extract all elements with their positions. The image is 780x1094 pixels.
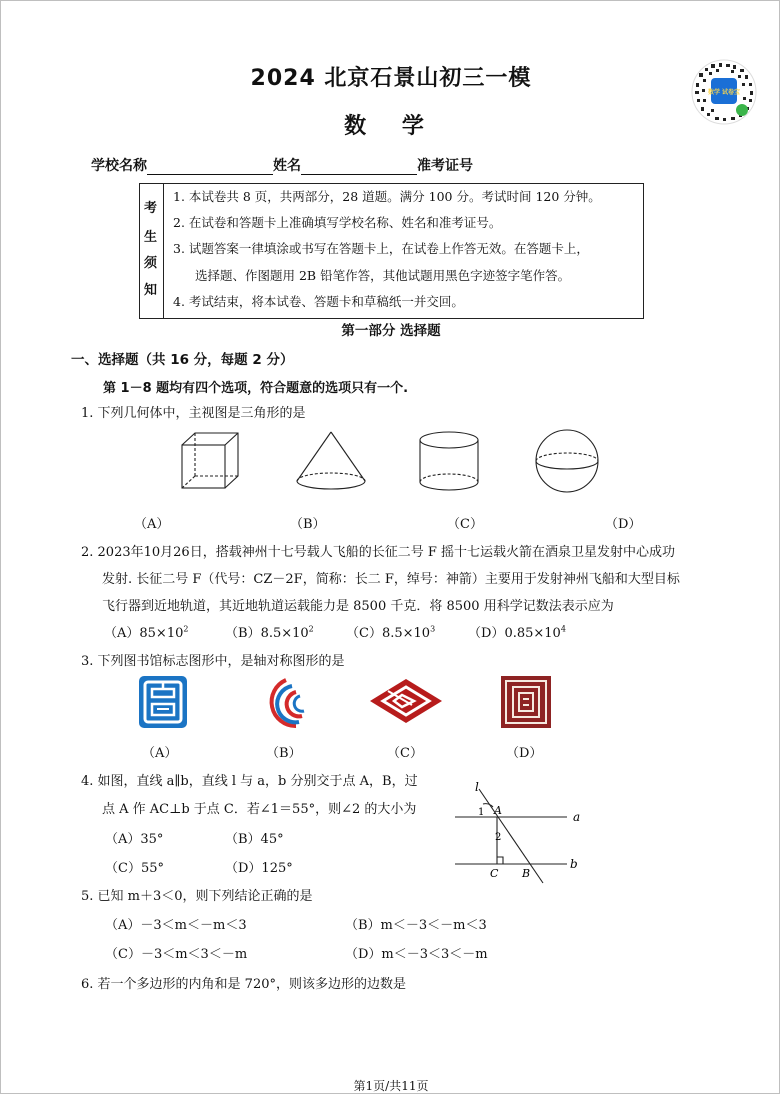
notice-item-2: 2. 在试卷和答题卡上准确填写学校名称、姓名和准考证号。 (173, 215, 502, 230)
q5-option-c[interactable]: （C）－3＜m＜3＜－m (105, 947, 248, 962)
notice-item-1: 1. 本试卷共 8 页，共两部分，28 道题。满分 100 分。考试时间 120 分钟。 (173, 189, 601, 204)
question-2-line1: 2. 2023年10月26日，搭载神州十七号载人飞船的长征二号 F 摇十七运载火箭在酒泉卫星发射中心成功 (81, 545, 675, 560)
sphere-figure (536, 430, 598, 492)
section-title: 一、选择题（共 16 分，每题 2 分） (71, 352, 294, 368)
name-label: 姓名 (273, 158, 301, 174)
question-4-line1: 4. 如图，直线 a∥b，直线 l 与 a，b 分别交于点 A，B，过 (81, 774, 418, 789)
q1-option-c[interactable]: （C） (447, 517, 483, 532)
q4-figure (449, 779, 589, 885)
qr-label: 数学 试卷宝 (707, 89, 741, 96)
exam-title: 2024 北京石景山初三一模 (250, 66, 532, 91)
question-5-stem: 5. 已知 m＋3＜0，则下列结论正确的是 (81, 889, 313, 904)
page-footer: 第1页/共11页 (353, 1079, 429, 1093)
q4-option-c[interactable]: （C）55° (105, 861, 164, 876)
question-1-stem: 1. 下列几何体中，主视图是三角形的是 (81, 406, 306, 421)
svg-text:a: a (573, 810, 581, 824)
library-logo-b (272, 680, 304, 726)
q5-option-d[interactable]: （D）m＜－3＜3＜－m (345, 947, 488, 962)
q5-option-a[interactable]: （A）－3＜m＜－m＜3 (105, 918, 247, 933)
subject-title: 数 学 (344, 114, 438, 139)
svg-text:A: A (494, 804, 502, 817)
exam-id-label: 准考证号 (417, 158, 473, 174)
question-2-line2: 发射. 长征二号 F（代号：CZ－2F，简称：长二 F，绰号：神箭）主要用于发射神州飞船和大型目标 (102, 572, 680, 587)
q5-option-b[interactable]: （B）m＜－3＜－m＜3 (345, 918, 487, 933)
svg-text:B: B (522, 867, 531, 880)
question-4-line2: 点 A 作 AC⊥b 于点 C．若∠1＝55°，则∠2 的大小为 (102, 802, 417, 817)
svg-text:2: 2 (495, 832, 502, 843)
svg-text:C: C (490, 867, 499, 880)
notice-item-4: 4. 考试结束，将本试卷、答题卡和草稿纸一并交回。 (173, 294, 464, 309)
cube-figure (182, 433, 238, 488)
part-title: 第一部分 选择题 (341, 323, 441, 339)
question-3-stem: 3. 下列图书馆标志图形中，是轴对称图形的是 (81, 654, 345, 669)
notice-item-3: 3. 试题答案一律填涂或书写在答题卡上，在试卷上作答无效。在答题卡上， (173, 241, 589, 256)
q2-option-a[interactable]: $(A)85\times 10^2$ (104, 624, 189, 641)
cone-figure (297, 432, 365, 489)
svg-text:1: 1 (478, 807, 485, 818)
q2-option-d[interactable]: $(D)0.85\times 10^4$ (468, 624, 566, 641)
q3-option-c[interactable]: （C） (387, 746, 423, 761)
q1-figures (171, 427, 691, 497)
qr-code[interactable] (691, 59, 757, 125)
name-blank[interactable] (301, 160, 417, 175)
school-name-blank[interactable] (147, 160, 273, 175)
question-6-stem: 6. 若一个多边形的内角和是 720°，则该多边形的边数是 (81, 977, 406, 992)
library-logo-d (501, 676, 551, 728)
q3-logos (136, 674, 556, 734)
q3-option-b[interactable]: （B） (266, 746, 302, 761)
student-info-row (91, 155, 473, 175)
library-logo-a (139, 676, 187, 728)
school-name-label: 学校名称 (91, 158, 147, 174)
q1-option-b[interactable]: （B） (290, 517, 326, 532)
section-note: 第 1－8 题均有四个选项，符合题意的选项只有一个. (103, 381, 409, 396)
q3-option-d[interactable]: （D） (506, 746, 543, 761)
q4-option-d[interactable]: （D）125° (225, 861, 293, 876)
q1-option-a[interactable]: （A） (134, 517, 170, 532)
q2-option-c[interactable]: $(C)8.5\times 10^3$ (346, 624, 436, 641)
library-logo-c (370, 679, 442, 723)
question-2-line3: 飞行器到近地轨道，其近地轨道运载能力是 8500 千克．将 8500 用科学记数法表示应为 (102, 599, 614, 614)
svg-text:b: b (570, 857, 578, 871)
q3-option-a[interactable]: （A） (142, 746, 178, 761)
q4-option-a[interactable]: （A）35° (105, 832, 164, 847)
svg-text:l: l (475, 780, 479, 794)
notice-item-3b: 选择题、作图题用 2B 铅笔作答，其他试题用黑色字迹签字笔作答。 (195, 268, 571, 283)
cylinder-figure (420, 432, 478, 490)
q4-option-b[interactable]: （B）45° (225, 832, 284, 847)
notice-side-label: 考 生 须 知 (140, 184, 164, 318)
notice-box (139, 183, 644, 319)
q1-option-d[interactable]: （D） (605, 517, 642, 532)
q2-option-b[interactable]: $(B)8.5\times 10^2$ (225, 624, 314, 641)
